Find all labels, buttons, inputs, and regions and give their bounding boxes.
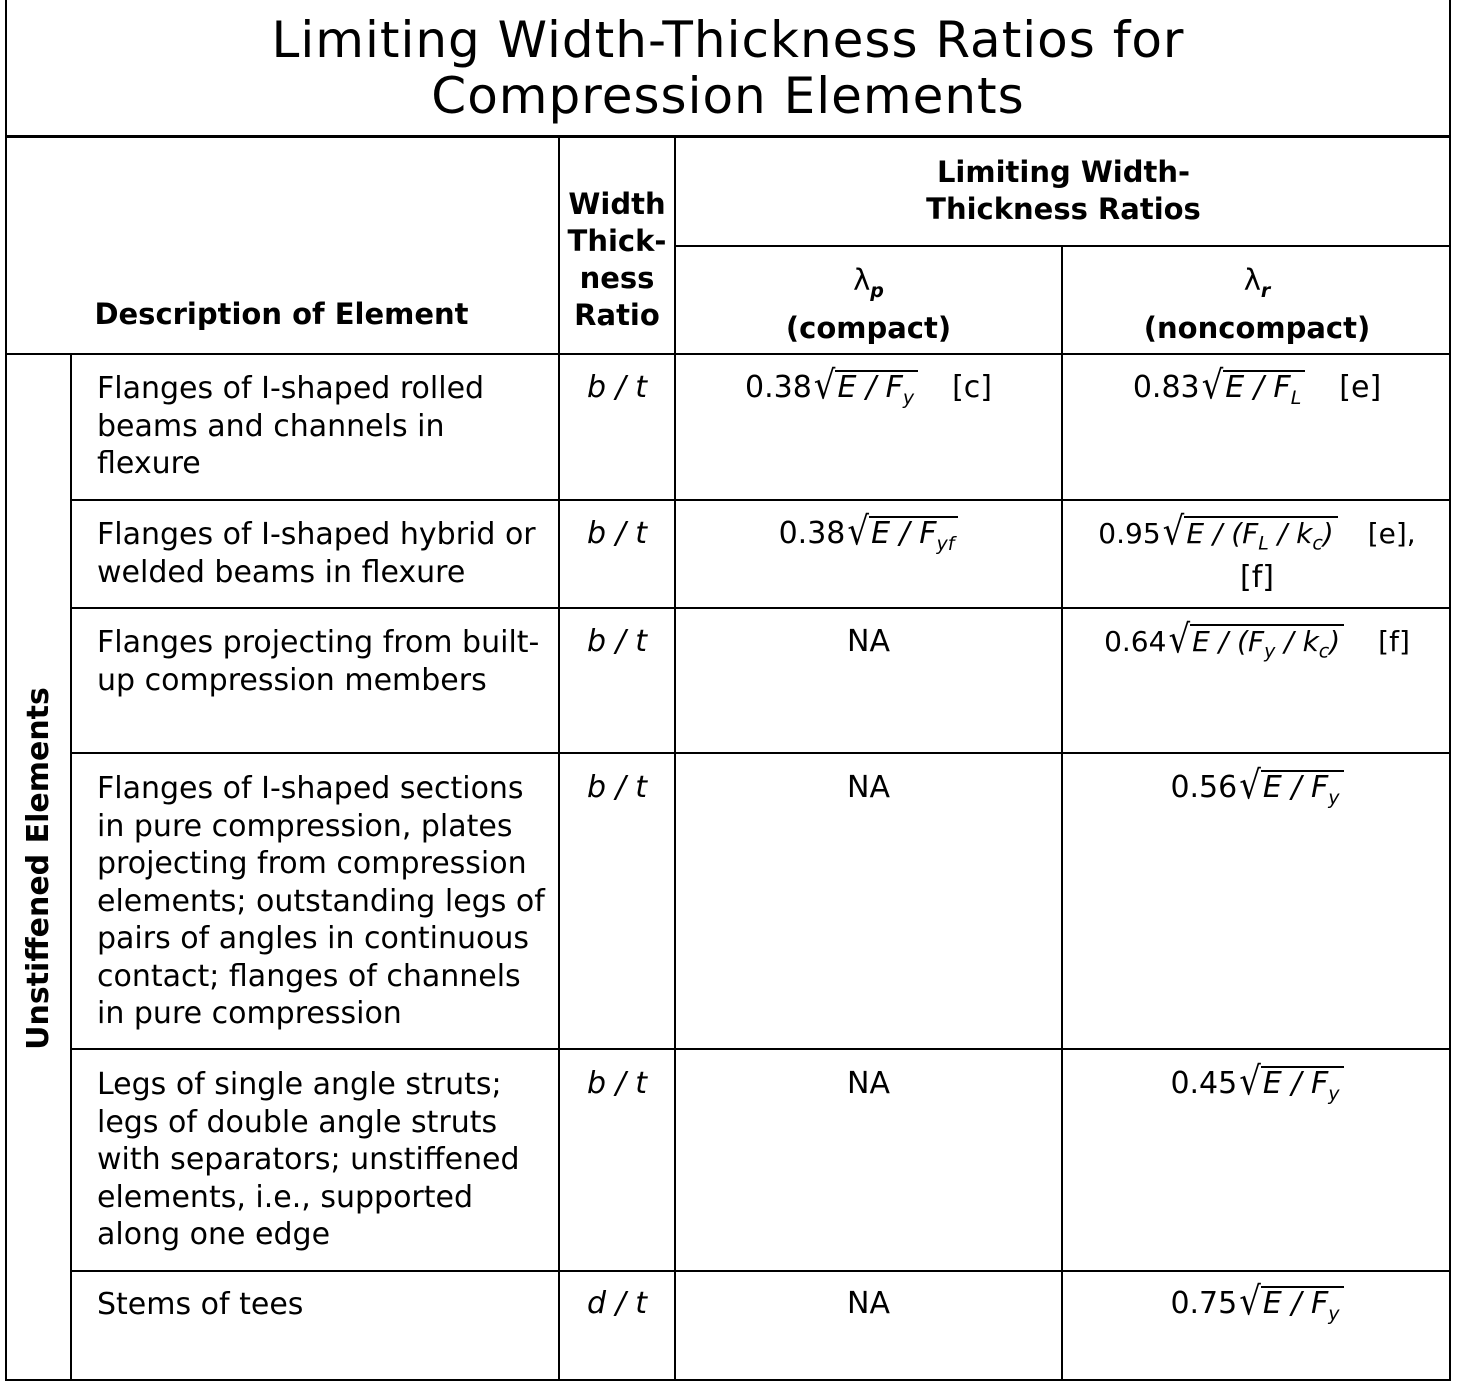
header-description: Description of Element [94, 297, 469, 331]
header-width-thickness: Width Thick- ness Ratio [567, 187, 667, 332]
group-label-unstiffened: Unstiffened Elements [20, 687, 56, 1050]
row-1-lambda-p: 0.38 √ E / $F_y$ [c] [676, 366, 1061, 414]
row-6-lambda-p: NA [847, 1286, 890, 1321]
divider-h-row3 [70, 752, 1451, 754]
divider-h-header [5, 353, 1451, 355]
divider-h-row2 [70, 607, 1451, 609]
row-5-ratio: b / t [587, 1066, 647, 1101]
header-limiting-ratios: Limiting Width- Thickness Ratios [926, 155, 1201, 226]
row-1-description: Flanges of I-shaped rolled beams and channels in flexure [97, 371, 485, 481]
row-6-description: Stems of tees [97, 1287, 304, 1322]
row-4-lambda-r: 0.56 √ E / $F_y$ [1063, 766, 1451, 814]
divider-h-row1 [70, 499, 1451, 501]
row-2-description: Flanges of I-shaped hybrid or welded beams in flexure [97, 517, 536, 590]
divider-h-row4 [70, 1048, 1451, 1050]
row-4-lambda-p: NA [847, 770, 890, 805]
row-6-lambda-r: 0.75 √ E / $F_y$ [1063, 1282, 1451, 1330]
title-line-2: Compression Elements [431, 66, 1025, 125]
row-3-description: Flanges projecting from built-up compression members [97, 625, 540, 698]
row-3-lambda-p: NA [847, 624, 890, 659]
row-3-lambda-r: 0.64 √ E / $(F_y / k_c)$ [f] [1063, 620, 1451, 668]
divider-h-row5 [70, 1270, 1451, 1272]
row-5-lambda-p: NA [847, 1066, 890, 1101]
row-5-description: Legs of single angle struts; legs of double angle struts with separators; unstiffened elements, i.e., supported along one edge [97, 1067, 520, 1252]
divider-h-limiting [674, 245, 1451, 247]
title-line-1: Limiting Width-Thickness Ratios for [271, 10, 1185, 69]
page-title [5, 0, 1451, 138]
row-6-ratio: d / t [587, 1286, 647, 1321]
row-1-ratio: b / t [587, 370, 647, 405]
row-5-lambda-r: 0.45 √ E / $F_y$ [1063, 1062, 1451, 1110]
row-2-lambda-r: 0.95 √ E / $(F_L / k_c)$ [e], [f] [1098, 509, 1416, 595]
row-1-lambda-r: 0.83 √ E / $F_L$ [e] [1063, 366, 1451, 414]
row-3-ratio: b / t [587, 624, 647, 659]
header-lambda-r: $\lambda_r$ (noncompact) [1143, 263, 1371, 345]
row-2-ratio: b / t [587, 516, 647, 551]
header-lambda-p: $\lambda_p$ (compact) [785, 263, 952, 345]
row-2-lambda-p: 0.38 √ E / $F_{yf}$ [676, 512, 1061, 560]
row-4-description: Flanges of I-shaped sections in pure compression, plates projecting from compression elements; outstanding legs of pairs of angles in continuous contact; flanges of channels in pure compression [97, 771, 545, 1031]
row-4-ratio: b / t [587, 770, 647, 805]
